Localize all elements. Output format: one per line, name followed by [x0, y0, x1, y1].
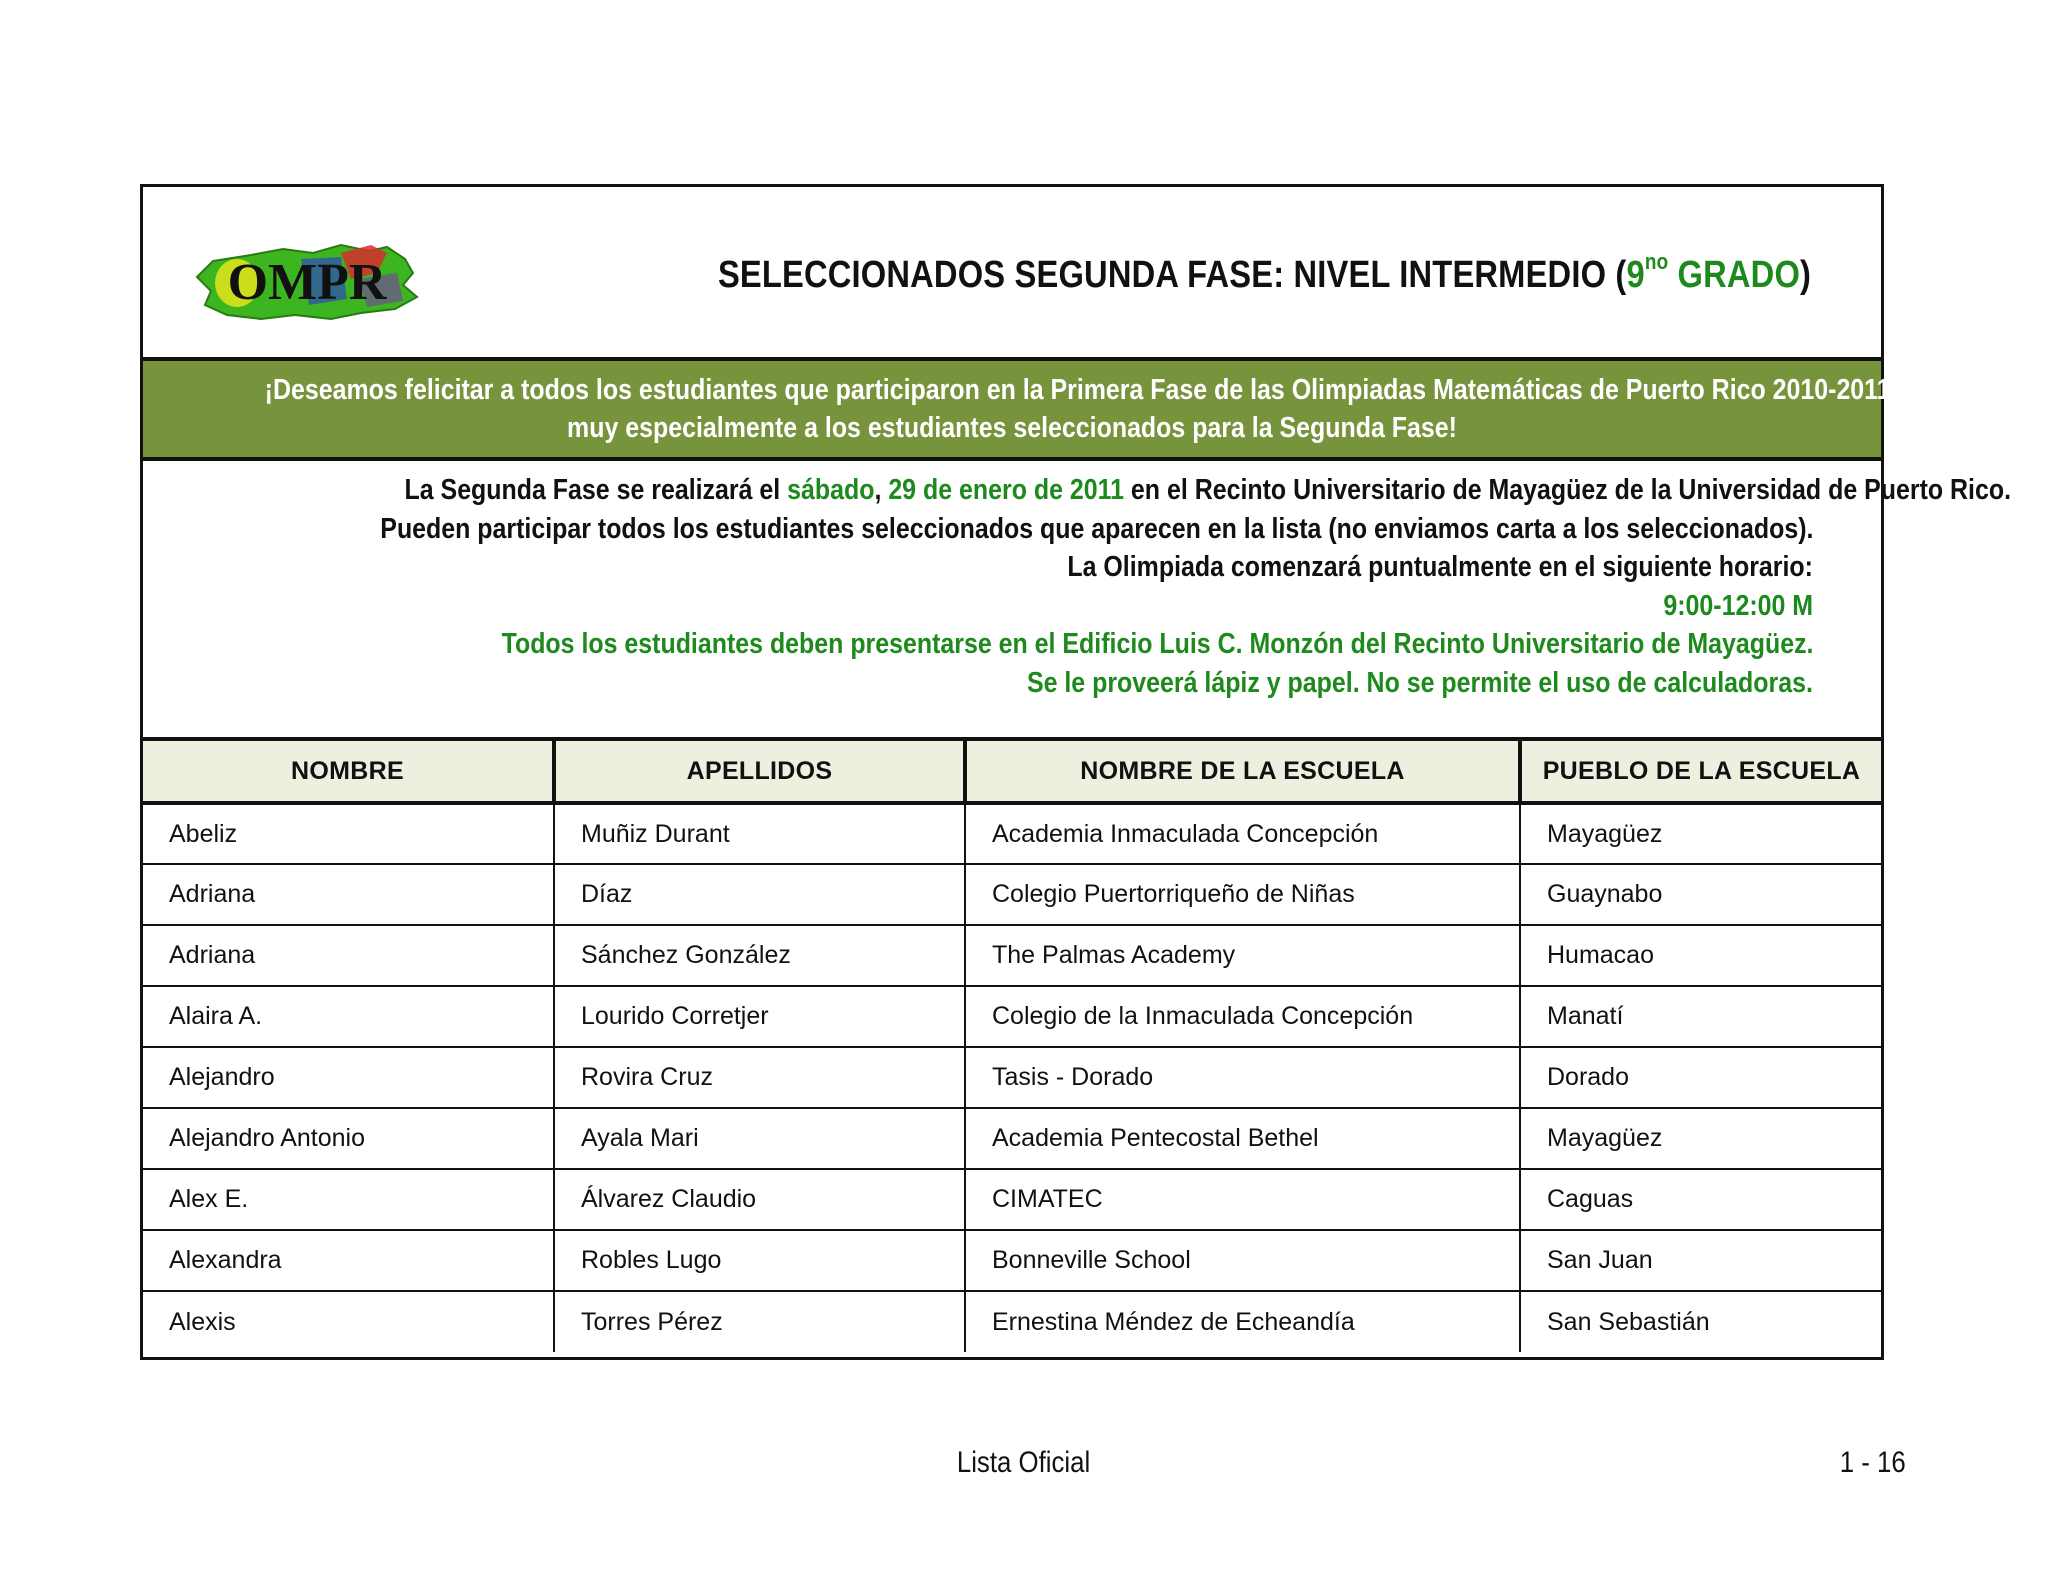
cell-pueblo: Humacao — [1520, 925, 1881, 986]
cell-pueblo: San Juan — [1520, 1230, 1881, 1291]
document-sheet — [140, 184, 2012, 1360]
table-row — [143, 986, 1881, 1047]
header-escuela: NOMBRE DE LA ESCUELA — [965, 741, 1520, 803]
cell-escuela: Colegio Puertorriqueño de Niñas — [965, 864, 1520, 925]
info-l3-text: La Olimpiada comenzará puntualmente en el siguiente horario: — [1067, 551, 1813, 583]
cell-pueblo: Manatí — [1520, 986, 1881, 1047]
cell-pueblo: San Sebastián — [1547, 1307, 1710, 1336]
event-info — [143, 461, 2012, 741]
cell-escuela: The Palmas Academy — [965, 925, 1520, 986]
title-row — [143, 187, 1881, 361]
page-title — [718, 249, 1811, 297]
title-prefix: SELECCIONADOS SEGUNDA FASE: NIVEL INTERMEDIO ( — [717, 254, 1627, 296]
info-l2-text: Pueden participar todos los estudiantes seleccionados que aparecen en la lista (no enviamos carta a los seleccionados). — [379, 512, 1813, 545]
page-number-text: 1 - 16 — [1840, 1446, 1906, 1479]
table-row — [143, 864, 1881, 925]
info-l6-text: Se le proveerá lápiz y papel. No se permite el uso de calculadoras. — [1027, 666, 1813, 699]
cell-nombre: Alejandro — [143, 1047, 554, 1108]
ompr-logo-icon — [191, 239, 423, 323]
info-line-5 — [143, 625, 1881, 664]
cell-apellidos: Díaz — [554, 864, 965, 925]
cell-nombre: Alaira A. — [143, 986, 554, 1047]
info-line-1 — [143, 471, 2012, 510]
table-row — [143, 925, 1881, 986]
header-apellidos: APELLIDOS — [554, 741, 965, 803]
cell-nombre: Adriana — [143, 925, 554, 986]
logo-text: OMPR — [227, 254, 387, 311]
cell-nombre: Alex E. — [143, 1169, 554, 1230]
title-grade-number: 9 — [1626, 254, 1645, 296]
cell-pueblo: Dorado — [1520, 1047, 1881, 1108]
ompr-logo — [191, 239, 423, 323]
cell-pueblo: Caguas — [1520, 1169, 1881, 1230]
cell-apellidos: Sánchez González — [554, 925, 965, 986]
cell-apellidos: Muñiz Durant — [554, 803, 965, 864]
table-body — [143, 803, 1881, 1352]
cell-apellidos: Rovira Cruz — [554, 1047, 965, 1108]
table-row — [143, 1230, 1881, 1291]
cell-escuela: CIMATEC — [965, 1169, 1520, 1230]
cell-escuela: Academia Pentecostal Bethel — [965, 1108, 1520, 1169]
cell-nombre: Adriana — [143, 864, 554, 925]
info-l1-rest: en el Recinto Universitario de Mayagüez de la Universidad de Puerto Rico. — [1124, 474, 2012, 506]
banner-line-2: muy especialmente a los estudiantes seleccionados para la Segunda Fase! — [567, 412, 1457, 444]
info-comma: , — [874, 474, 889, 506]
info-l1-text: La Segunda Fase se realizará el — [404, 474, 788, 506]
page-number — [1829, 1446, 1906, 1480]
cell-apellidos: Torres Pérez — [554, 1291, 965, 1352]
info-date: 29 de enero de 2011 — [888, 474, 1125, 506]
cell-escuela: Colegio de la Inmaculada Concepción — [965, 986, 1520, 1047]
info-schedule: 9:00-12:00 M — [1663, 589, 1813, 622]
congrats-banner — [143, 361, 1912, 461]
title-grade-word: GRADO — [1668, 254, 1800, 296]
cell-escuela: Ernestina Méndez de Echeandía — [965, 1291, 1520, 1352]
title-grade-sup: no — [1644, 249, 1669, 274]
cell-apellidos: Ayala Mari — [554, 1108, 965, 1169]
cell-nombre: Alexis — [143, 1291, 554, 1352]
header-pueblo: PUEBLO DE LA ESCUELA — [1520, 741, 1881, 803]
title-suffix: ) — [1799, 254, 1811, 296]
info-line-6 — [143, 664, 1881, 703]
info-line-4 — [143, 587, 1881, 626]
cell-nombre: Abeliz — [143, 803, 554, 864]
students-table — [143, 741, 1881, 1352]
info-day: sábado — [787, 474, 875, 506]
cell-nombre: Alexandra — [143, 1230, 554, 1291]
table-row — [143, 1291, 1881, 1352]
footer-title-text: Lista Oficial — [957, 1446, 1091, 1479]
header-nombre: NOMBRE — [143, 741, 554, 803]
cell-nombre: Alejandro Antonio — [143, 1108, 554, 1169]
table-row — [143, 1108, 1881, 1169]
cell-pueblo: Mayagüez — [1520, 1108, 1881, 1169]
footer-title — [0, 1446, 2048, 1480]
banner-line-1: ¡Deseamos felicitar a todos los estudiantes que participaron en la Primera Fase de las Olimpiadas Matemáticas de Puerto Rico 2010-2011 y — [264, 374, 1912, 406]
table-row — [143, 1169, 1881, 1230]
table-row — [143, 1047, 1881, 1108]
cell-pueblo: Mayagüez — [1520, 803, 1881, 864]
table-header-row — [143, 741, 1881, 803]
cell-escuela: Bonneville School — [965, 1230, 1520, 1291]
cell-escuela: Academia Inmaculada Concepción — [965, 803, 1520, 864]
table-row — [143, 803, 1881, 864]
cell-escuela: Tasis - Dorado — [965, 1047, 1520, 1108]
info-line-3 — [143, 548, 1881, 587]
cell-pueblo: Guaynabo — [1520, 864, 1881, 925]
cell-apellidos: Lourido Corretjer — [554, 986, 965, 1047]
info-line-2 — [143, 510, 1881, 549]
info-l5-text: Todos los estudiantes deben presentarse en el Edificio Luis C. Monzón del Recinto Universitario de Mayagüez. — [501, 628, 1813, 660]
cell-apellidos: Robles Lugo — [554, 1230, 965, 1291]
cell-apellidos: Álvarez Claudio — [554, 1169, 965, 1230]
